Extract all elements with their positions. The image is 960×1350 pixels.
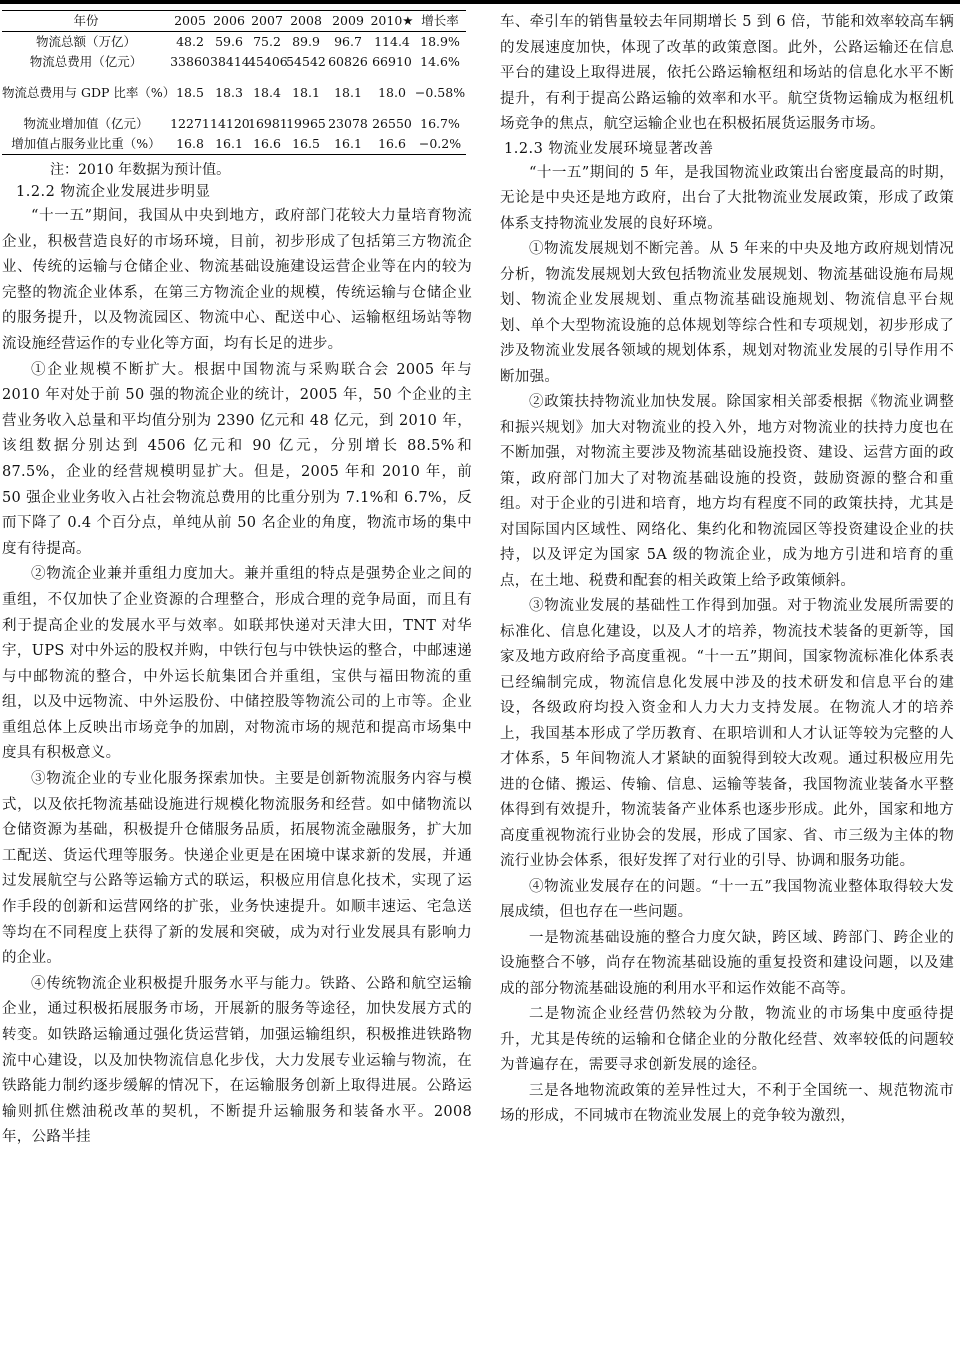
table-cell: 18.5 — [176, 85, 204, 100]
table-cell: 18.9% — [420, 34, 460, 49]
table-cell: 12271 — [170, 116, 210, 131]
table-row — [2, 72, 466, 114]
table-cell: 89.9 — [292, 34, 320, 49]
table-cell: 48.2 — [176, 34, 204, 49]
table-cell: 14.6% — [420, 54, 460, 69]
paragraph: ③物流企业的专业化服务探索加快。主要是创新物流服务内容与模式，以及依托物流基础设施进行规模化物流服务和经营。如中储物流以仓储资源为基础，积极提升仓储服务品质，拓展物流金融服务，扩大加工配送、货运代理等服务。快递企业更是在困境中谋求新的发展，并通过发展航空与公路等运输方式的联运，积极应用信息化技术，实现了运作手段的创新和运营网络的扩张，业务快速提升。如顺丰速运、宅急送等均在不同程度上获得了新的发展和突破，成为对行业发展具有影响力的企业。 — [2, 771, 472, 967]
table-cell: 114.4 — [374, 34, 410, 49]
paragraph: ②政策扶持物流业加快发展。除国家相关部委根据《物流业调整和振兴规划》加大对物流业的投入外，地方对物流业的扶持力度也在不断加强，对物流主要涉及物流基础设施投资、建设、运营方面的政策，政府部门加大了对物流基础设施的投资，鼓励资源的整合和重组。对于企业的引进和培育，地方均有程度不同的政策扶持，尤其是对国际国内区域性、网络化、集约化和物流园区等投资建设企业的扶持，以及评定为国家 5A 级的物流企业，成为地方引进和培育的重点，在土地、税费和配套的相关政策上给予政策倾斜。 — [500, 394, 954, 589]
table-cell: 26550 — [372, 116, 412, 131]
paragraph: ②物流企业兼并重组力度加大。兼并重组的特点是强势企业之间的重组，不仅加快了企业资源的合理整合，形成合理的竞争局面，而且有利于提高企业的发展水平与效率。如联邦快递对天津大田，TNT 对华宇，UPS 对中外运的股权并购，中铁行包与中铁快运的整合，中邮速递与中邮物流的整合，中外运长航集团合并重组，宝供与福田物流的重组，以及中远物流、中外运股份、中储控股等物流公司的上市等。企业重组总体上反映出市场竞争的加剧，对物流市场的规范和提高市场集中度具有积极意义。 — [2, 566, 472, 762]
table-cell: 96.7 — [334, 34, 362, 49]
table-cell: 59.6 — [215, 34, 243, 49]
table-header-row — [2, 11, 466, 32]
paragraph: “十一五”期间的 5 年，是我国物流业政策出台密度最高的时期，无论是中央还是地方政府，出台了大批物流业发展政策，形成了政策体系支持物流业发展的良好环境。 — [500, 164, 954, 232]
table-cell: 18.1 — [292, 85, 320, 100]
table-row — [2, 52, 466, 72]
section-heading-1-2-2: 1.2.2 物流企业发展进步明显 — [16, 184, 211, 200]
table-cell: −0.58% — [414, 85, 466, 100]
table-cell: 16.6 — [378, 136, 406, 151]
paragraph: 二是物流企业经营仍然较为分散，物流业的市场集中度亟待提升，尤其是传统的运输和仓储企业的分散化经营、效率较低的问题较为普遍存在，需要寻求创新发展的途径。 — [500, 1006, 954, 1073]
paragraph: ④物流业发展存在的问题。“十一五”我国物流业整体取得较大发展成绩，但也存在一些问题。 — [500, 878, 954, 920]
table-cell: 16.1 — [334, 136, 362, 151]
header-rule — [0, 0, 960, 4]
table-cell: 60826 — [328, 54, 368, 69]
table-cell: 16.7% — [420, 116, 460, 131]
table-cell: 物流总费用（亿元） — [29, 54, 143, 69]
table-header-cell: 2007 — [251, 13, 283, 28]
table-cell: 19965 — [286, 116, 326, 131]
section-heading-1-2-3: 1.2.3 物流业发展环境显著改善 — [504, 140, 714, 157]
table-row — [2, 32, 466, 53]
table-header-cell: 年份 — [73, 13, 99, 28]
paragraph: ③物流业发展的基础性工作得到加强。对于物流业发展所需要的标准化、信息化建设，以及人才的培养，物流技术装备的更新等，国家及地方政府给予高度重视。“十一五”期间，国家物流标准化体系表已经编制完成，物流信息化发展中涉及的技术研发和信息平台的建设，各级政府均投入资金和人力大力支持发展。在物流人才的培养上，我国基本形成了学历教育、在职培训和人才认证等较为完整的人才体系，5 年间物流人才紧缺的面貌得到较大改观。通过积极应用先进的仓储、搬运、传输、信息、运输等装备，我国物流业装备水平整体得到有效提升，物流装备产业体系也逐步形成。此外，国家和地方高度重视物流行业协会的发展，形成了国家、省、市三级为主体的物流行业协会体系，很好发挥了对行业的引导、协调和服务功能。 — [500, 598, 954, 869]
table-header-cell: 2005 — [174, 13, 206, 28]
table-cell: 16.1 — [215, 136, 243, 151]
paragraph-continuation: 车、牵引车的销售量较去年同期增长 5 到 6 倍，节能和效率较高车辆的发展速度加快，体现了改革的政策意图。此外，公路运输还在信息平台的建设上取得进展，依托公路运输枢纽和场站的信息化水平不断提升，有利于提高公路运输的效率和水平。航空货物运输成为枢纽机场竞争的焦点，航空运输企业也在积极拓展货运服务市场。 — [500, 14, 954, 132]
table-cell: 14120 — [210, 116, 250, 131]
table-header-cell: 增长率 — [421, 13, 459, 28]
table-cell: 54542 — [286, 54, 326, 69]
table-row — [2, 134, 466, 155]
table-cell: 物流总额（万亿） — [35, 34, 136, 49]
table-cell: 75.2 — [253, 34, 281, 49]
table-header-cell: 2009 — [332, 13, 364, 28]
table-cell: 33860 — [170, 54, 210, 69]
table-header-cell: 2010★ — [370, 13, 414, 28]
table-cell: 38414 — [210, 54, 250, 69]
table-cell: 66910 — [372, 54, 412, 69]
paragraph: ①物流发展规划不断完善。从 5 年来的中央及地方政府规划情况分析，物流发展规划大致包括物流业发展规划、物流基础设施布局规划、物流企业发展规划、重点物流基础设施规划、物流信息平台规划、单个大型物流设施的总体规划等综合性和专项规划，初步形成了涉及物流业发展各领域的规划体系，规划对物流业发展的引导作用不断加强。 — [500, 241, 954, 385]
paragraph: ①企业规模不断扩大。根据中国物流与采购联合会 2005 年与 2010 年对处于前 50 强的物流企业的统计，2005 年，50 个企业的主营业务收入总量和平均值分别为 2390 亿元和 48 亿元，到 2010 年，该组数据分别达到 4506 亿元和 90 亿元，分别增长 88.5%和 87.5%，企业的经营规模明显扩大。但是，2005 年和 2010 年，前 50 强企业业务收入占社会物流总费用的比重分别为 7.1%和 6.7%，反而下降了 0.4 个百分点，单纯从前 50 名企业的角度，物流市场的集中度有待提高。 — [2, 361, 472, 557]
table-cell: 16.5 — [292, 136, 320, 151]
table-cell: 16.8 — [176, 136, 204, 151]
table-row — [2, 114, 466, 134]
table-cell: 45406 — [248, 54, 288, 69]
right-column — [500, 10, 954, 1130]
paragraph: “十一五”期间，我国从中央到地方，政府部门花较大力量培育物流企业，积极营造良好的市场环境，目前，初步形成了包括第三方物流企业、传统的运输与仓储企业、物流基础设施建设运营企业等在内的较为完整的物流企业体系，在第三方物流企业的规模，传统运输与仓储企业的服务提升，以及物流园区、物流中心、配送中心、运输枢纽场站等物流设施经营运作的专业化等方面，均有长足的进步。 — [2, 208, 472, 352]
table-cell: 物流总费用与 GDP 比率（%） — [2, 85, 176, 100]
statistics-table — [2, 10, 466, 155]
table-cell: 增加值占服务业比重（%） — [11, 136, 161, 151]
table-cell: 18.1 — [334, 85, 362, 100]
table-cell: 16.6 — [253, 136, 281, 151]
table-cell: 18.3 — [215, 85, 243, 100]
table-cell: 18.4 — [253, 85, 281, 100]
left-column — [2, 10, 472, 1151]
table-cell: 16981 — [248, 116, 288, 131]
paragraph: ④传统物流企业积极提升服务水平与能力。铁路、公路和航空运输企业，通过积极拓展服务市场，开展新的服务等途径，加快发展方式的转变。如铁路运输通过强化货运营销，加强运输组织，积极推进铁路物流中心建设，以及加快物流信息化步伐，大力发展专业运输与物流，在铁路能力制约逐步缓解的情况下，在运输服务创新上取得进展。公路运输则抓住燃油税改革的契机，不断提升运输服务和装备水平。2008 年，公路半挂 — [2, 975, 472, 1146]
table-header-cell: 2006 — [213, 13, 245, 28]
table-note: 注：2010 年数据为预计值。 — [50, 162, 231, 178]
table-cell: 23078 — [328, 116, 368, 131]
paragraph: 三是各地物流政策的差异性过大，不利于全国统一、规范物流市场的形成，不同城市在物流业发展上的竞争较为激烈， — [500, 1082, 954, 1124]
table-cell: 物流业增加值（亿元） — [23, 116, 149, 131]
table-cell: −0.2% — [418, 136, 462, 151]
table-cell: 18.0 — [378, 85, 406, 100]
table-header-cell: 2008 — [290, 13, 322, 28]
paragraph: 一是物流基础设施的整合力度欠缺，跨区域、跨部门、跨企业的设施整合不够，尚存在物流基础设施的重复投资和建设问题，以及建成的部分物流基础设施的利用水平和运作效能不高等。 — [500, 929, 954, 997]
